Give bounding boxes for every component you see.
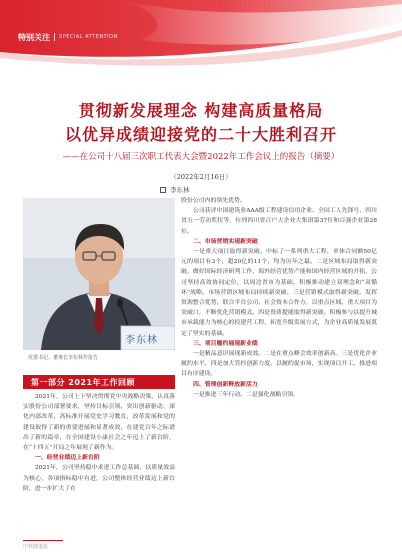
author-box-icon — [160, 187, 166, 193]
body-paragraph: 一是精品意识展现新成效。二是在重点峰会效率创新高。三是优化企业履约水平，四是加大管控创新力度，以履约促市场，实现项目开工，推进项目有序建设。 — [181, 351, 377, 378]
article-title-line-1: 贯彻新发展理念 构建高质量格局 — [78, 101, 324, 120]
body-paragraph: 公司获评中国建筑业AAA级工程建设信用企业、全国工人先锋号、四川省五一劳动奖状等，位列四川省百户大企业大集团第37位和百强企业第28位。 — [181, 208, 377, 235]
article-subtitle: ——在公司十八届三次职工代表大会暨2022年工作会议上的报告（摘要） — [62, 152, 340, 162]
body-paragraph: 2021年，公司坚持稳中求进工作总基调，以质量效益为核心，各项指标稳中有进，公司整体经营业绩迈上新台阶，进一步扩大了在 — [23, 465, 175, 492]
article-title-line-2: 以优异成绩迎接党的二十大胜利召开 — [64, 125, 337, 144]
body-paragraph: 股份公司内的领先优势。 — [181, 198, 246, 204]
footer-rule — [23, 540, 63, 541]
right-column — [181, 196, 377, 400]
subheading: 三、项目履约展现新业绩 — [193, 340, 258, 347]
footer-label: 中铁隧道报 — [23, 544, 49, 550]
subheading: 一、经营业绩迈上新台阶 — [35, 455, 100, 462]
section-tag-zh: 特别关注 — [18, 32, 50, 42]
section-tag-en: SPECIAL ATTENTION — [59, 34, 118, 40]
author-name: 李东林 — [170, 186, 190, 194]
body-paragraph: 一是推进三年行动。二是强化战略引领。 — [193, 391, 300, 398]
header-banner — [0, 0, 402, 72]
subheading: 二、市场营销实现新突破 — [193, 238, 258, 245]
photo-caption: 党委书记、董事长李东林作报告 — [28, 355, 99, 361]
left-column — [23, 392, 175, 494]
section-heading-text: 第一部分 2021年工作回顾 — [31, 377, 136, 387]
article-author — [160, 185, 190, 194]
nameplate-label: 李东林 — [125, 335, 158, 346]
subheading: 四、管理创新释放新活力 — [193, 381, 258, 388]
body-paragraph: 2021年，公司上下坚决贯彻党中央战略决策，认真落实股份公司部署要求，坚持目标引领、突出创新驱动、深化内部改革，高标准开展党史学习教育，改革发展和党的建设取得了新的重要进展和显著成效，在建党百年之际谱出了新的篇章，在全国建设小康社会之年迈上了新台阶，在“十四五”开局之年展现了新作为。 — [23, 394, 175, 452]
article-date: （2022年2月16日） — [170, 173, 232, 181]
section-tag-divider — [54, 33, 55, 41]
speaker-photo — [23, 198, 175, 350]
section-tag — [18, 31, 118, 43]
section-heading-bar — [23, 375, 175, 389]
speaker-photo-illustration — [23, 198, 175, 350]
body-paragraph: 一是重大项目取得新突破。中标了一系列重大工程，单体合同额50亿元的项目有3个，超20亿的11个，均为历年之最。二是区域布局取得新突破。做好国际经济研判工作，海外经营优势产能和国内经营区域的开拓，公司坚持高效协同定位，以周边省市为基础，积极推动建立双理念和“双循环”战略，市场营销区域布局持续新突破。三是营销模式取得新突破。发挥资源整合优势，联合平台公司、社会资本合作方，以重点区域、重大项目为突破口，不断优化营销模式。四是资质提能取得新突破。积极参与以提升城市承载能力为核心的投建营工程，拓宽升级发展方式，为企业高质量发展奠定了坚实的基础。 — [181, 249, 377, 337]
